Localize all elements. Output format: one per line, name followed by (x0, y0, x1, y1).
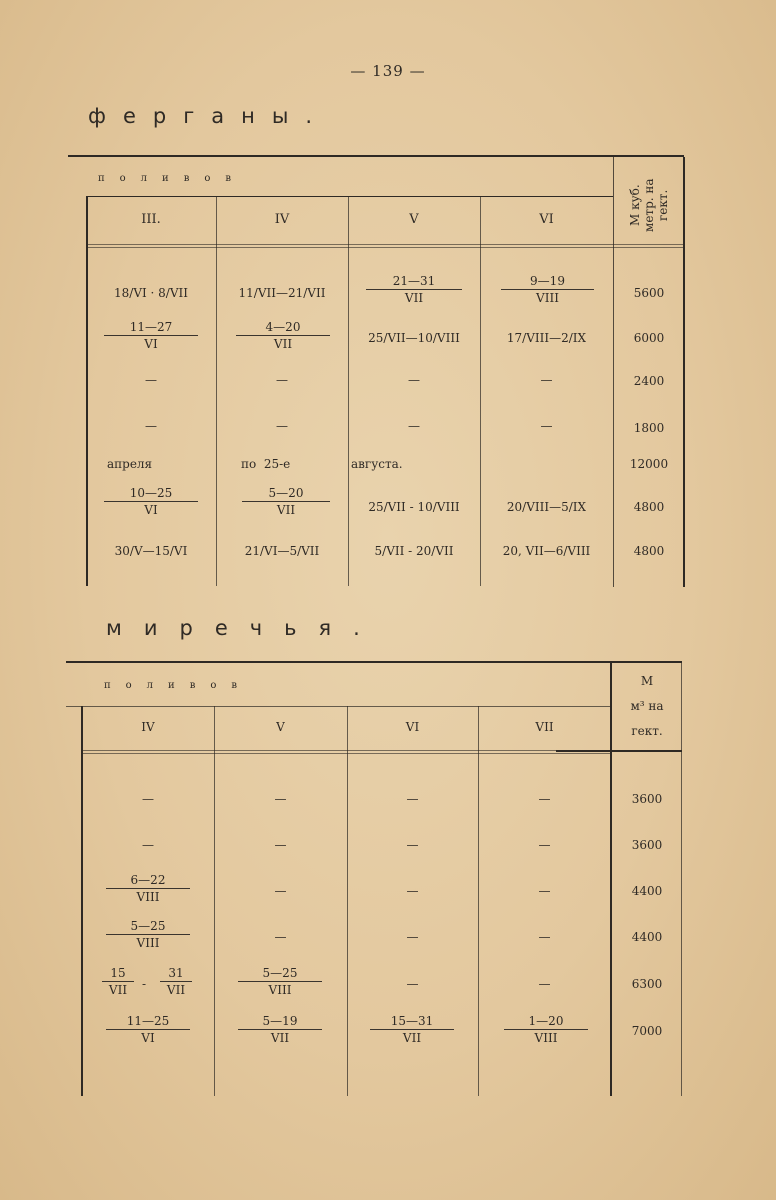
table1-col-header: VI (539, 212, 554, 227)
table1-total: 6000 (633, 331, 665, 345)
table1-fraction-cell (98, 485, 204, 518)
fraction-numerator: 6—22 (130, 873, 166, 887)
fraction-numerator: 21—31 (392, 274, 436, 288)
table2-total: 3600 (631, 838, 663, 852)
fraction-denominator: VII (366, 289, 462, 306)
fraction-denominator: VIII (501, 289, 594, 306)
table2-fraction-cell (100, 1013, 196, 1046)
table2-unit-header-line1: М (640, 674, 654, 688)
table2-cell: — (274, 838, 287, 852)
table2-cell: — (538, 792, 551, 806)
table2-cell: — (406, 977, 419, 991)
table2-cell: — (406, 930, 419, 944)
table1-cell: августа. (351, 457, 403, 471)
table2-fraction-cell (232, 965, 328, 998)
table1-total: 4800 (633, 500, 665, 514)
page-number: — 139 — (350, 62, 426, 80)
table1-header-rule (86, 244, 684, 245)
table2-heading: миречья. (106, 616, 382, 640)
table1-cell: — (276, 419, 288, 433)
table2-fraction-cell (364, 1013, 460, 1046)
fraction-denominator: VI (104, 501, 198, 518)
table1-cell: 5/VII - 20/VII (374, 544, 454, 558)
table2-col-divider (214, 706, 215, 1096)
table1-cell: 25/VII—10/VIII (368, 331, 460, 345)
table1-cell: 11/VII—21/VII (238, 286, 326, 300)
fraction-numerator: 15 (110, 966, 126, 980)
table2-total: 7000 (631, 1024, 663, 1038)
table2-cell: — (274, 792, 287, 806)
table1-cell: — (408, 419, 420, 433)
table2-subheading-rule (66, 706, 611, 707)
table1-col-divider (348, 196, 349, 586)
table1-cell: апреля (107, 457, 153, 471)
table1-fraction-cell (230, 319, 336, 352)
table1-cell: 17/VIII—2/IX (506, 331, 587, 345)
table1-cell: — (540, 373, 553, 387)
table1-total: 1800 (633, 421, 665, 435)
table2-unit-header-line3: гект. (631, 724, 663, 738)
table2-cell: — (538, 977, 551, 991)
table1-cell: — (408, 373, 420, 387)
table2-cell: — (142, 792, 154, 806)
table2-fraction-cell (100, 872, 196, 905)
table2-top-rule (66, 661, 682, 663)
table2-fraction-cell (96, 965, 140, 998)
table1-cell: — (145, 419, 157, 433)
fraction-denominator: VII (370, 1029, 454, 1046)
table1-cell: 18/VI · 8/VII (114, 286, 188, 300)
fraction-numerator: 11—27 (129, 320, 173, 334)
fraction-denominator: VIII (238, 981, 322, 998)
fraction-denominator: VIII (504, 1029, 588, 1046)
table1-col-divider (613, 157, 614, 587)
table1-fraction-cell (236, 485, 336, 518)
table1-col-header: III. (141, 212, 161, 227)
table1-cell: 20, VII—6/VIII (502, 544, 591, 558)
table1-cell: 30/V—15/VI (114, 544, 188, 558)
table1-cell: — (276, 373, 288, 387)
table1-cell: 21/VI—5/VII (244, 544, 320, 558)
fraction-numerator: 11—25 (126, 1014, 170, 1028)
table1-right-border (683, 157, 685, 587)
table1-fraction-cell (360, 273, 468, 306)
table2-cell: — (406, 884, 419, 898)
table2-cell: — (142, 838, 154, 852)
table2-left-border (81, 706, 83, 1096)
table1-total: 12000 (629, 457, 669, 471)
table2-col-divider (347, 706, 348, 1096)
fraction-denominator: VII (242, 501, 330, 518)
table2-cell: — (274, 884, 287, 898)
table2-fraction-cell (498, 1013, 594, 1046)
table1-subheading-rule (86, 196, 613, 197)
fraction-numerator: 5—20 (268, 486, 304, 500)
table1-header-rule2 (86, 247, 684, 248)
table1-col-divider (216, 196, 217, 586)
fraction-numerator: 4—20 (265, 320, 301, 334)
fraction-denominator: VII (236, 335, 330, 352)
fraction-denominator: VII (102, 981, 134, 998)
table1-top-rule (68, 155, 684, 157)
table2-col-divider (478, 706, 479, 1096)
table2-unit-header-line2: м³ на (630, 699, 664, 713)
table1-col-divider (480, 196, 481, 586)
table2-col-header: V (276, 720, 285, 734)
table2-cell: — (406, 838, 419, 852)
fraction-numerator: 15—31 (390, 1014, 434, 1028)
table2-subheading: поливов (104, 680, 252, 691)
table2-total-header-rule (556, 750, 682, 752)
table1-cell: — (145, 373, 157, 387)
fraction-numerator: 10—25 (129, 486, 173, 500)
fraction-numerator: 31 (168, 966, 184, 980)
table2-cell: — (538, 838, 551, 852)
fraction-denominator: VI (104, 335, 198, 352)
table1-cell: 25/VII - 10/VIII (368, 500, 460, 514)
table2-total: 3600 (631, 792, 663, 806)
table1-fraction-cell (495, 273, 600, 306)
table1-unit-header: М куб. метр. на гект. (628, 178, 670, 232)
table2-col-header: VII (535, 720, 554, 734)
table2-cell: — (274, 930, 287, 944)
table2-fraction-cell (232, 1013, 328, 1046)
fraction-numerator: 5—25 (262, 966, 298, 980)
table2-cell: — (538, 884, 551, 898)
table2-total: 4400 (631, 884, 663, 898)
fraction-denominator: VII (238, 1029, 322, 1046)
table1-total: 2400 (633, 374, 665, 388)
table1-col-header: IV (274, 212, 290, 227)
table1-fraction-cell (98, 319, 204, 352)
table1-left-border (86, 196, 88, 586)
fraction-numerator: 9—19 (530, 274, 565, 288)
table2-fraction-cell (100, 918, 196, 951)
table1-subheading: поливов (98, 173, 246, 184)
table1-cell: — (540, 419, 553, 433)
table1-total: 5600 (633, 286, 665, 300)
fraction-denominator: VII (160, 981, 192, 998)
table2-total: 4400 (631, 930, 663, 944)
table2-cell: — (538, 930, 551, 944)
table1-cell: 20/VIII—5/IX (506, 500, 587, 514)
fraction-numerator: 5—25 (130, 919, 166, 933)
table1-total: 4800 (633, 544, 665, 558)
table1-heading: ферганы. (88, 104, 330, 128)
fraction-numerator: 5—19 (262, 1014, 298, 1028)
table1-col-header: V (409, 212, 419, 227)
fraction-numerator: 1—20 (528, 1014, 564, 1028)
fraction-denominator: VIII (106, 888, 190, 905)
fraction-denominator: VI (106, 1029, 190, 1046)
table2-total: 6300 (631, 977, 663, 991)
table2-col-header: IV (141, 720, 155, 734)
fraction-denominator: VIII (106, 934, 190, 951)
table2-separator: - (142, 977, 147, 991)
table2-fraction-cell (154, 965, 198, 998)
table1-cell: по 25-е (241, 457, 291, 471)
table2-cell: — (406, 792, 419, 806)
table2-col-header: VI (405, 720, 420, 734)
